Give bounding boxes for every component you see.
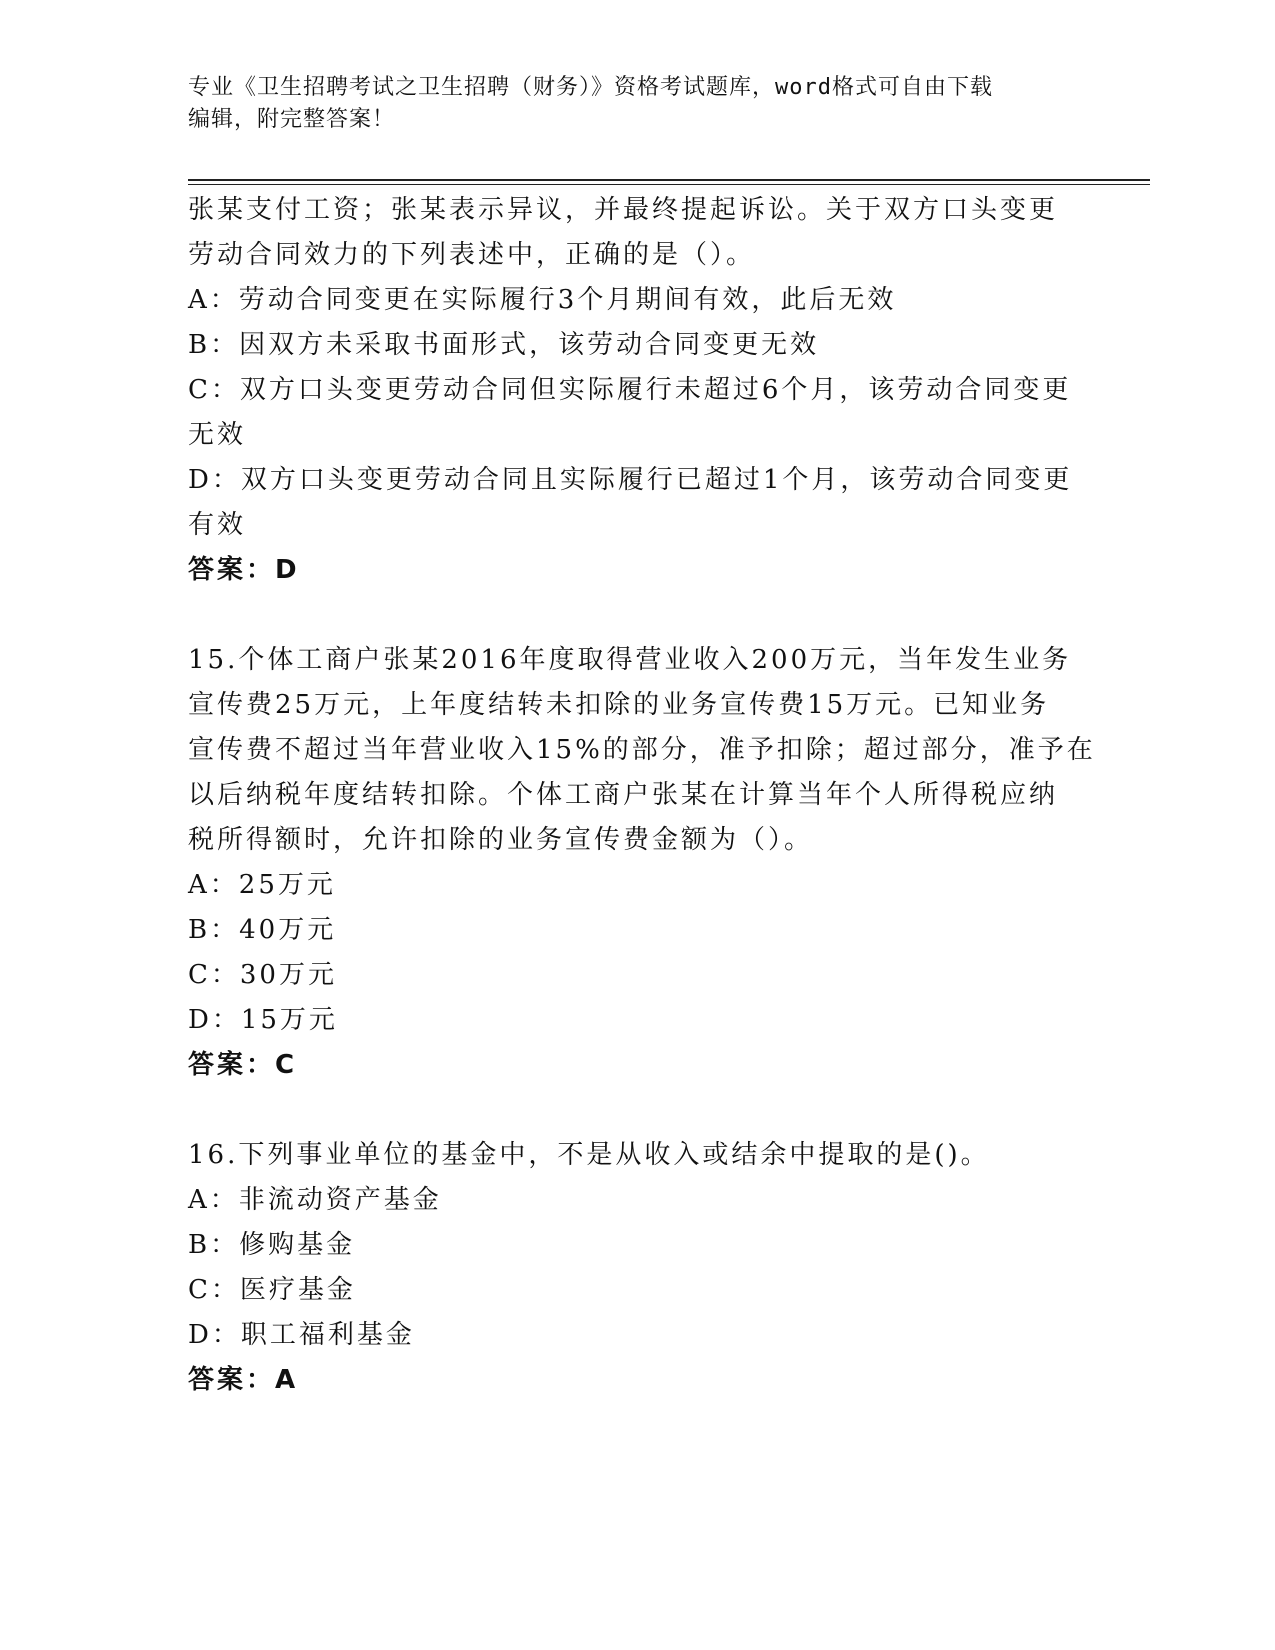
question-stem-line: 16.下列事业单位的基金中，不是从收入或结余中提取的是()。 <box>188 1140 990 1170</box>
question-stem-line: 以后纳税年度结转扣除。个体工商户张某在计算当年个人所得税应纳 <box>188 780 1059 810</box>
question-stem-line: 宣传费25万元，上年度结转未扣除的业务宣传费15万元。已知业务 <box>188 690 1050 720</box>
option-b: B：因双方未采取书面形式，该劳动合同变更无效 <box>188 330 820 360</box>
option-c-continued: 无效 <box>188 420 247 450</box>
option-d: D：职工福利基金 <box>188 1320 415 1350</box>
option-d: D：双方口头变更劳动合同且实际履行已超过1个月，该劳动合同变更 <box>188 465 1073 495</box>
header-divider-thin <box>188 184 1150 185</box>
option-d-continued: 有效 <box>188 510 247 540</box>
option-b: B：修购基金 <box>188 1230 356 1260</box>
header-line-1: 专业《卫生招聘考试之卫生招聘（财务）》资格考试题库，word格式可自由下载 <box>188 75 993 100</box>
question-stem-line: 税所得额时，允许扣除的业务宣传费金额为（）。 <box>188 825 814 855</box>
answer-label: 答案：A <box>188 1365 299 1395</box>
spacer <box>188 1088 1088 1133</box>
option-c: C：30万元 <box>188 960 337 990</box>
answer-label: 答案：D <box>188 555 300 585</box>
question-15 <box>188 638 1096 1088</box>
option-c: C：双方口头变更劳动合同但实际履行未超过6个月，该劳动合同变更 <box>188 375 1072 405</box>
question-stem-line: 宣传费不超过当年营业收入15%的部分，准予扣除；超过部分，准予在 <box>188 735 1096 765</box>
header-divider-thick <box>188 179 1150 181</box>
question-stem-line: 张某支付工资；张某表示异议，并最终提起诉讼。关于双方口头变更 <box>188 195 1059 225</box>
option-d: D：15万元 <box>188 1005 338 1035</box>
option-a: A：非流动资产基金 <box>188 1185 442 1215</box>
question-stem-line: 劳动合同效力的下列表述中，正确的是（）。 <box>188 240 756 270</box>
option-c: C：医疗基金 <box>188 1275 356 1305</box>
answer-label: 答案：C <box>188 1050 298 1080</box>
question-stem-line: 15.个体工商户张某2016年度取得营业收入200万元，当年发生业务 <box>188 645 1072 675</box>
option-a: A：劳动合同变更在实际履行3个月期间有效，此后无效 <box>188 285 897 315</box>
option-a: A：25万元 <box>188 870 336 900</box>
question-list <box>188 188 1096 1403</box>
header-line-2: 编辑，附完整答案！ <box>188 107 396 132</box>
question-14 <box>188 188 1088 593</box>
option-b: B：40万元 <box>188 915 337 945</box>
question-16 <box>188 1133 1088 1403</box>
spacer <box>188 593 1088 638</box>
page-header <box>188 72 1088 136</box>
